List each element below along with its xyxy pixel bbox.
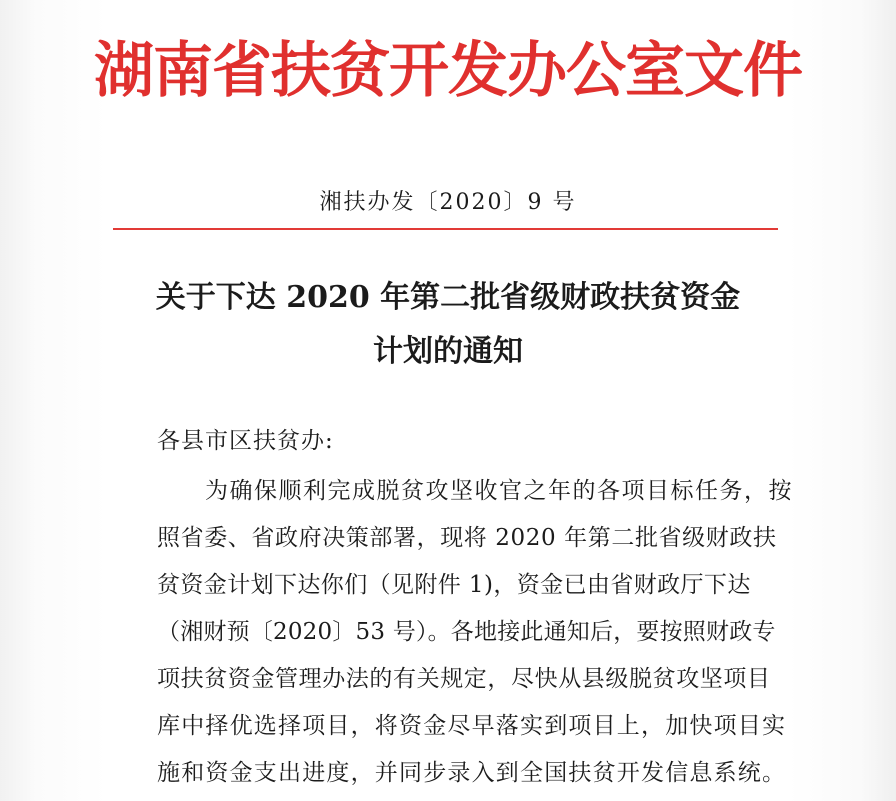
document-number: 湘扶办发〔2020〕9 号 <box>319 190 577 215</box>
body-paragraph-line: 库中择优选择项目，将资金尽早落实到项目上，加快项目实 <box>157 713 787 739</box>
document-header-title: 湖南省扶贫开发办公室文件 <box>94 36 802 106</box>
document-title-line-1: 关于下达 2020 年第二批省级财政扶贫资金 <box>155 280 741 315</box>
body-paragraph-line: （湘财预〔2020〕53 号）。各地接此通知后，要按照财政专 <box>157 619 776 645</box>
body-paragraph-line: 贫资金计划下达你们（见附件 1)，资金已由省财政厅下达 <box>157 572 751 598</box>
salutation: 各县市区扶贫办: <box>157 428 334 454</box>
body-paragraph-line: 照省委、省政府决策部署，现将 2020 年第二批省级财政扶 <box>157 525 777 551</box>
red-divider-line <box>113 228 778 230</box>
document-title-line-2: 计划的通知 <box>373 334 523 369</box>
body-paragraph-line: 项扶贫资金管理办法的有关规定，尽快从县级脱贫攻坚项目 <box>157 666 771 692</box>
body-paragraph-line: 施和资金支出进度，并同步录入到全国扶贫开发信息系统。 <box>157 760 787 786</box>
body-paragraph-line: 为确保顺利完成脱贫攻坚收官之年的各项目标任务，按 <box>205 478 793 504</box>
